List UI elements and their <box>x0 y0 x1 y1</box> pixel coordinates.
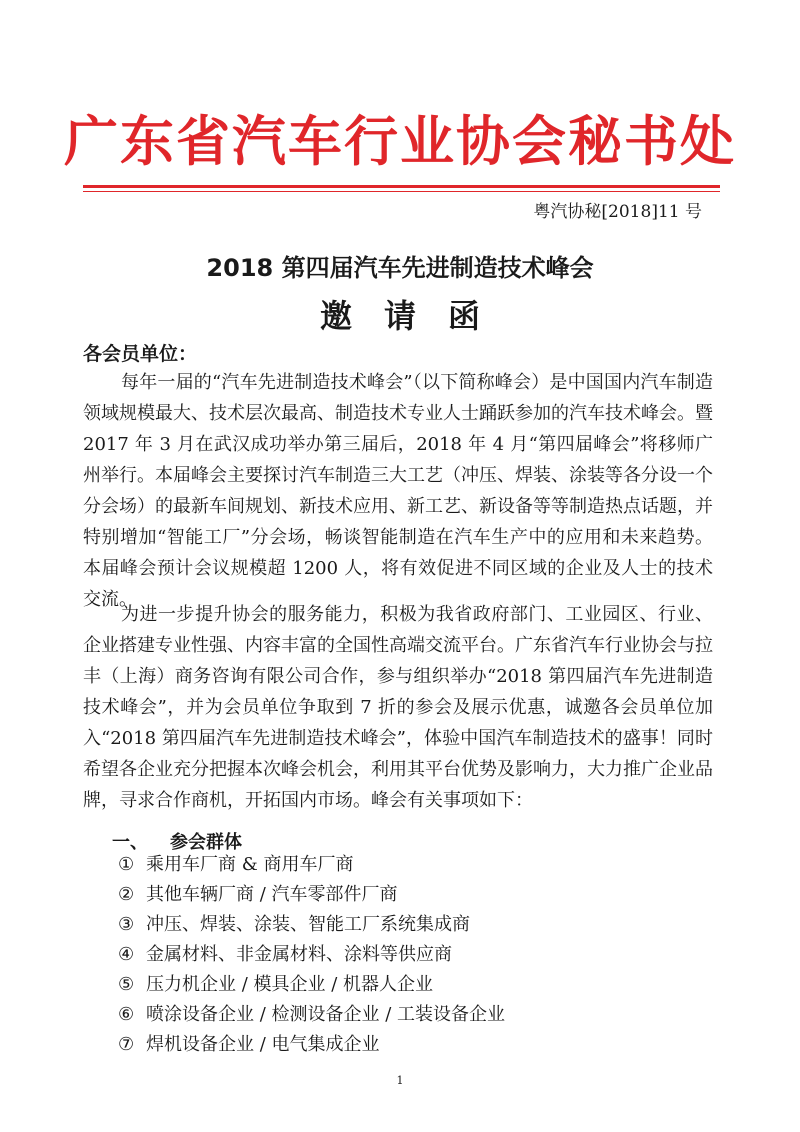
attendee-group-list <box>118 850 505 1060</box>
list-item-marker: ② <box>118 884 135 905</box>
letterhead-red-rule-thick <box>83 185 720 188</box>
organization-letterhead-title: 广东省汽车行业协会秘书处 <box>64 109 736 173</box>
list-item-text: 冲压、焊装、涂装、智能工厂系统集成商 <box>146 914 470 935</box>
section-title: 参会群体 <box>170 832 242 853</box>
list-item-marker: ④ <box>118 944 135 965</box>
list-item-marker: ① <box>118 854 135 875</box>
list-item <box>118 880 505 910</box>
body-paragraph-invitation: 为进一步提升协会的服务能力，积极为我省政府部门、工业园区、行业、企业搭建专业性强、内容丰富的全国性高端交流平台。广东省汽车行业协会与拉丰（上海）商务咨询有限公司合作，参与组织举办“2018 第四届汽车先进制造技术峰会”，并为会员单位争取到 7 折的参会及展示优惠，诚邀各会员单位加入“2018 第四届汽车先进制造技术峰会”，体验中国汽车制造技术的盛事！同时希望各企业充分把握本次峰会机会，利用其平台优势及影响力，大力推广企业品牌，寻求合作商机，开拓国内市场。峰会有关事项如下： <box>83 604 713 811</box>
list-item-marker: ⑤ <box>118 974 135 995</box>
list-item-text: 其他车辆厂商 / 汽车零部件厂商 <box>146 884 398 905</box>
list-item <box>118 1000 505 1030</box>
list-item <box>118 970 505 1000</box>
list-item <box>118 910 505 940</box>
invitation-title: 邀 请 函 <box>319 297 480 335</box>
list-item-text: 喷涂设备企业 / 检测设备企业 / 工装设备企业 <box>146 1004 506 1025</box>
list-item-text: 焊机设备企业 / 电气集成企业 <box>146 1034 380 1055</box>
list-item-marker: ⑦ <box>118 1034 135 1055</box>
list-item-text: 乘用车厂商 & 商用车厂商 <box>146 854 354 875</box>
document-reference-number: 粤汽协秘[2018]11 号 <box>533 202 702 222</box>
list-item-marker: ③ <box>118 914 135 935</box>
salutation: 各会员单位： <box>83 343 198 365</box>
list-item <box>118 1030 505 1060</box>
letterhead-red-rule-thin <box>83 191 720 192</box>
list-item <box>118 940 505 970</box>
event-title: 2018 第四届汽车先进制造技术峰会 <box>206 254 594 282</box>
section-number: 一、 <box>112 832 148 853</box>
page-number: 1 <box>396 1074 404 1087</box>
body-paragraph-intro: 每年一届的“汽车先进制造技术峰会”（以下简称峰会）是中国国内汽车制造领域规模最大、技术层次最高、制造技术专业人士踊跃参加的汽车技术峰会。暨 2017 年 3 月在武汉成功举办第三届后，2018 年 4 月“第四届峰会”将移师广州举行。本届峰会主要探讨汽车制造三大工艺（冲压、焊装、涂装等各分设一个分会场）的最新车间规划、新技术应用、新工艺、新设备等等制造热点话题，并特别增加“智能工厂”分会场，畅谈智能制造在汽车生产中的应用和未来趋势。本届峰会预计会议规模超 1200 人，将有效促进不同区域的企业及人士的技术交流。 <box>83 372 713 610</box>
list-item-text: 金属材料、非金属材料、涂料等供应商 <box>146 944 452 965</box>
list-item-text: 压力机企业 / 模具企业 / 机器人企业 <box>146 974 434 995</box>
list-item <box>118 850 505 880</box>
list-item-marker: ⑥ <box>118 1004 135 1025</box>
